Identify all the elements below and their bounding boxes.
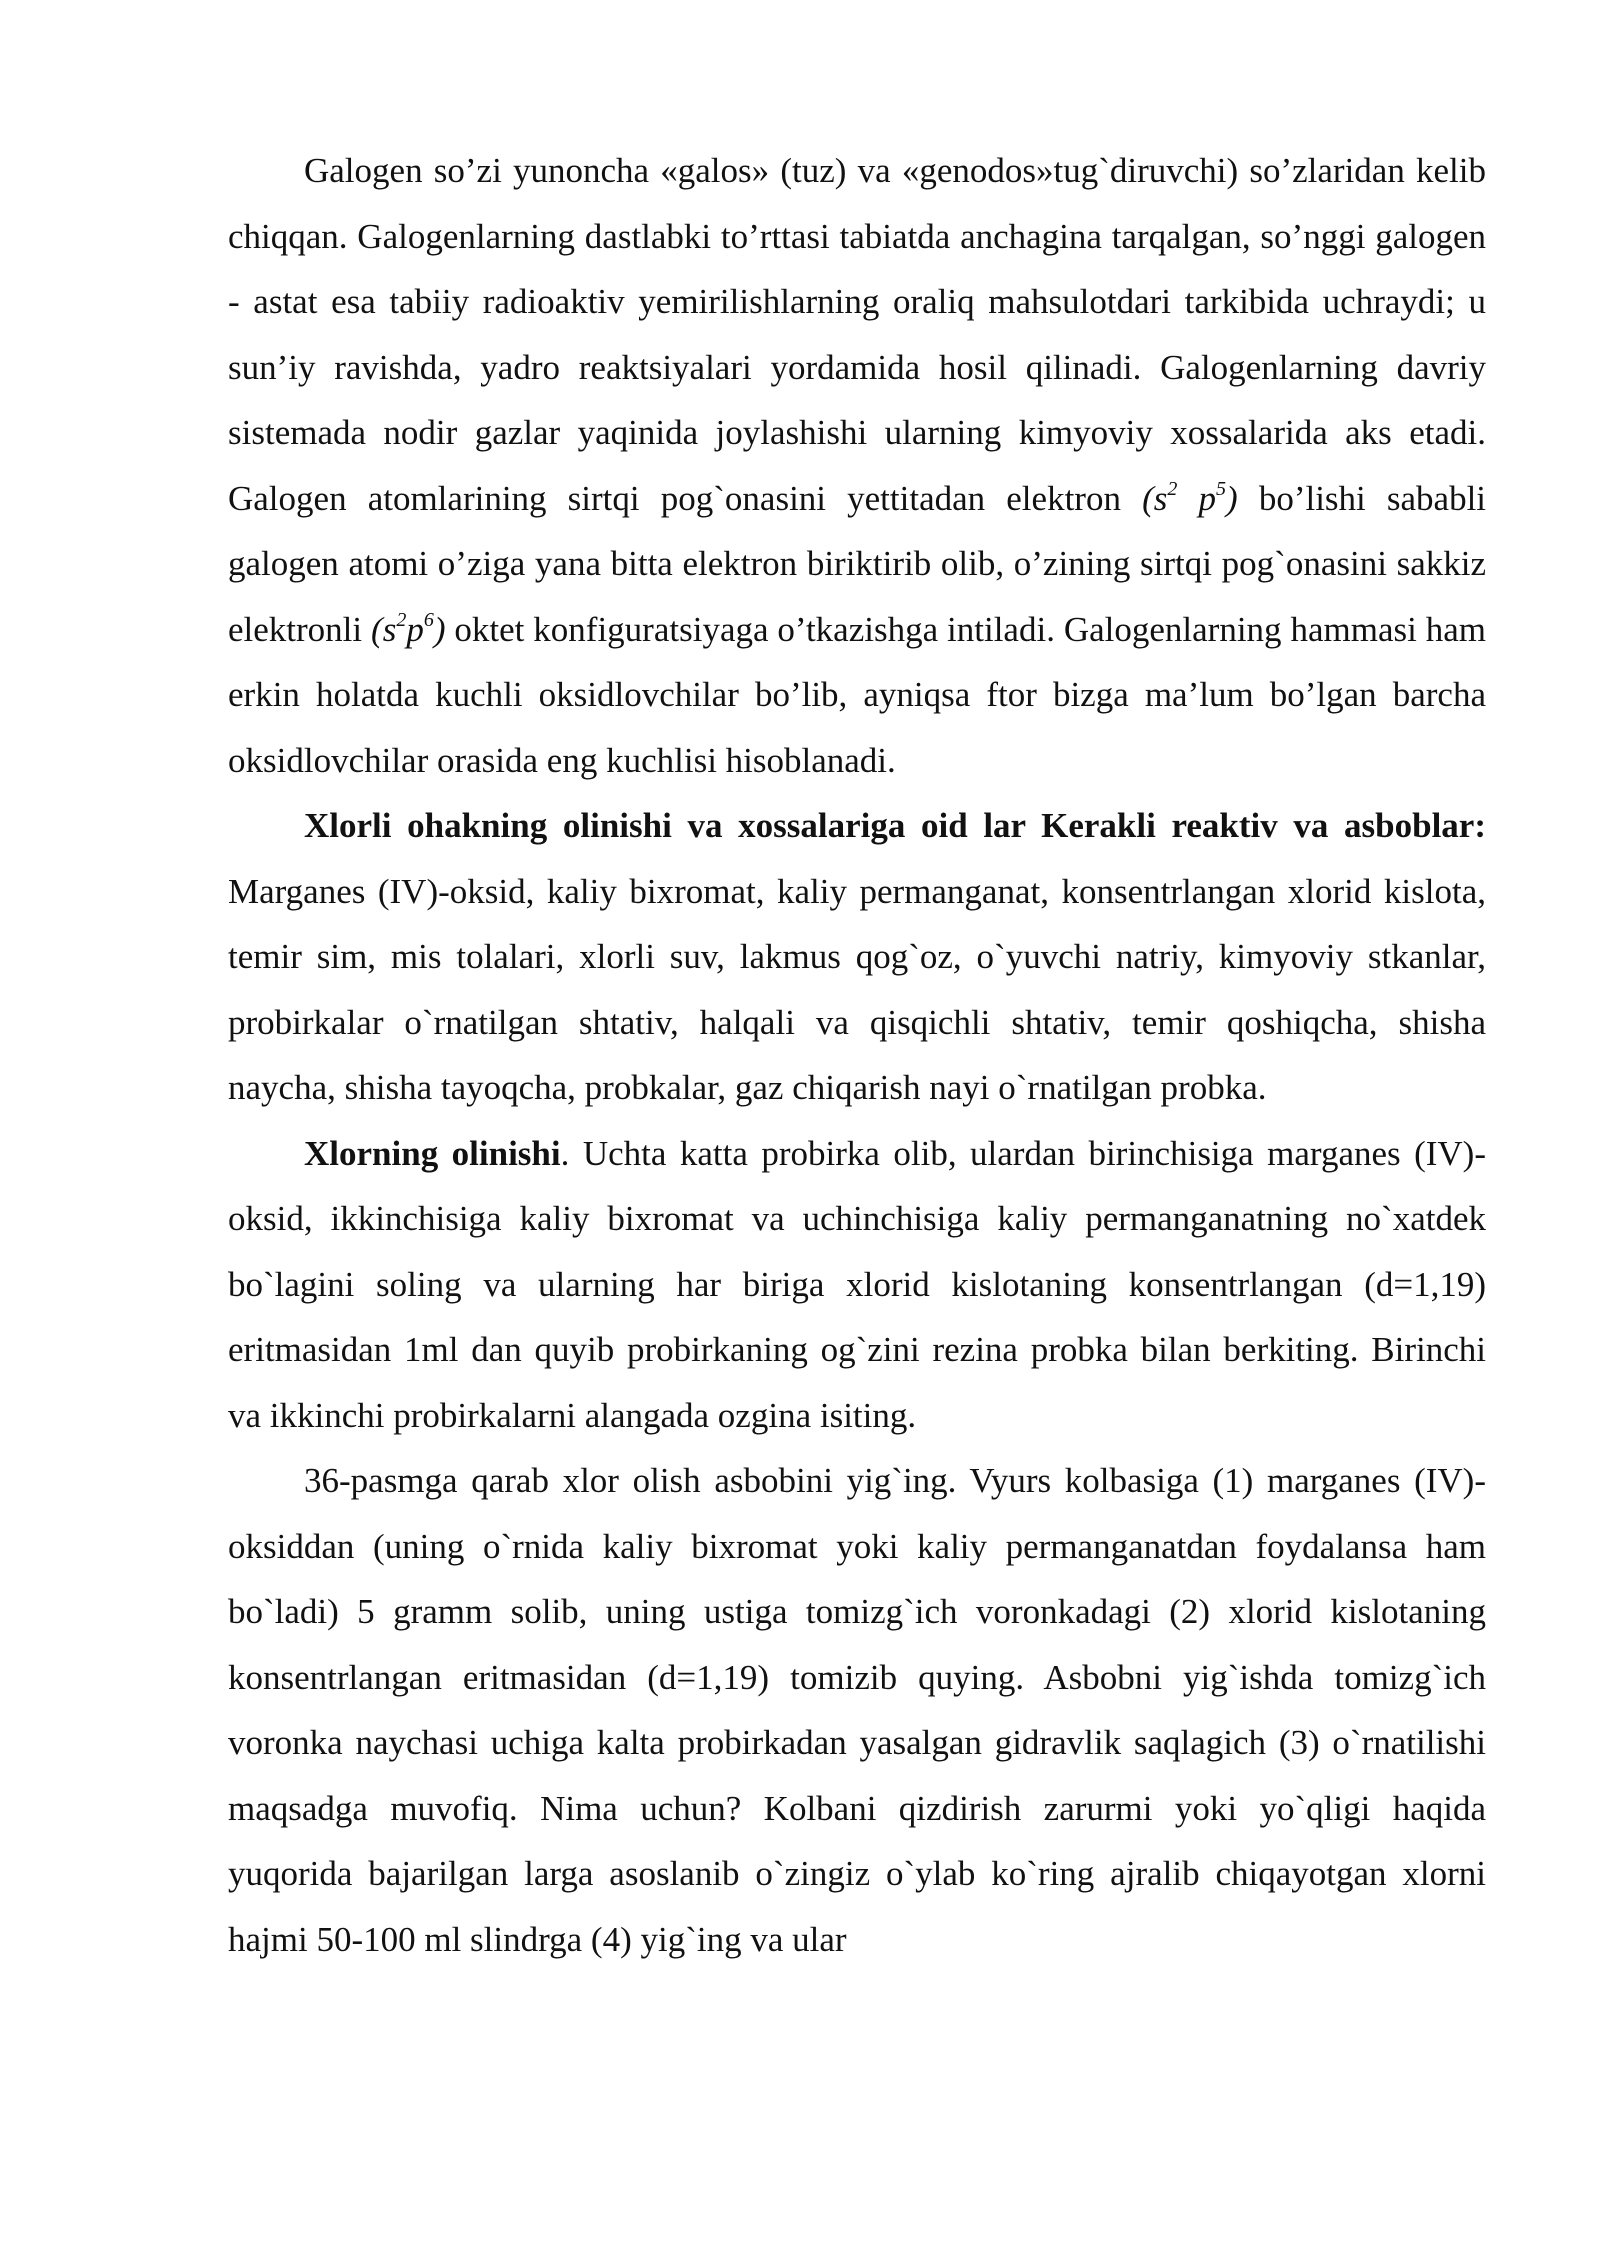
intro-text-a: Galogen so’zi yunoncha «galos» (tuz) va «genodos»tug`diruvchi) so’zlaridan kelib chiqqan. Galogenlarning dastlabki to’rttasi tabiatda anchagina tarqalgan, so’nggi galogen - astat esa tabiiy radioaktiv yemirilishlarning oraliq mahsulotdari tarkibida uchraydi; u sun’iy ravishda, yadro reaktsiyalari yordamida hosil qilinadi. Galogenlarning davriy sistemada nodir gazlar yaqinida joylashishi ularning kimyoviy xossalarida aks etadi. Galogen atomlarining sirtqi pog`onasini yettitadan elektron: [228, 151, 1486, 518]
chlorine-preparation-text: . Uchta katta probirka olib, ulardan birinchisiga marganes (IV)-oksid, ikkinchisiga kaliy bixromat va uchinchisiga kaliy permanganatning no`xatdek bo`lagini soling va ularning har biriga xlorid kislotaning konsentrlangan (d=1,19) eritmasidan 1ml dan quyib probirkaning og`zini rezina probka bilan berkiting. Birinchi va ikkinchi probirkalarni alangada ozgina isiting.: [228, 1133, 1486, 1435]
intro-text-c: oktet konfiguratsiyaga o’tkazishga intiladi. Galogenlarning hammasi ham erkin holatda kuchli oksidlovchilar bo’lib, ayniqsa ftor bizga ma’lum bo’lgan barcha oksidlovchilar orasida eng kuchlisi hisoblanadi.: [228, 609, 1487, 780]
reagents-heading: Xlorli ohakning olinishi va xossalariga oid lar Kerakli reaktiv va asboblar:: [304, 806, 1486, 845]
chlorine-preparation-heading: Xlorning olinishi: [304, 1133, 561, 1173]
reagents-text: Marganes (IV)-oksid, kaliy bixromat, kaliy permanganat, konsentrlangan xlorid kislota, temir sim, mis tolalari, xlorli suv, lakmus qog`oz, o`yuvchi natriy, kimyoviy stkanlar, probirkalar o`rnatilgan shtativ, halqali va qisqichli shtativ, temir qoshiqcha, shisha naycha, shisha tayoqcha, probkalar, gaz chiqarish nayi o`rnatilgan probka.: [228, 871, 1486, 1107]
formula-s2p6: $(s^2p^6)$: [371, 608, 446, 649]
intro-text-b: bo’lishi sababli galogen atomi o’ziga yana bitta elektron biriktirib olib, o’zining sirtqi pog`onasini sakkiz elektronli: [228, 478, 1487, 649]
document-page: [228, 138, 1486, 1972]
paragraph-galogen-intro: [228, 138, 1486, 793]
paragraph-reagents: [228, 793, 1486, 1121]
paragraph-chlorine-preparation: [228, 1121, 1486, 1449]
paragraph-apparatus: [228, 1448, 1486, 1972]
apparatus-text: 36-pasmga qarab xlor olish asbobini yig`ing. Vyurs kolbasiga (1) marganes (IV)-oksiddan (uning o`rnida kaliy bixromat yoki kaliy permanganatdan foydalansa ham bo`ladi) 5 gramm solib, uning ustiga tomizg`ich voronkadagi (2) xlorid kislotaning konsentrlangan eritmasidan (d=1,19) tomizib quying. Asbobni yig`ishda tomizg`ich voronka naychasi uchiga kalta probirkadan yasalgan gidravlik saqlagich (3) o`rnatilishi maqsadga muvofiq. Nima uchun? Kolbani qizdirish zarurmi yoki yo`qligi haqida yuqorida bajarilgan larga asoslanib o`zingiz o`ylab ko`ring ajralib chiqayotgan xlorni hajmi 50-100 ml slindrga (4) yig`ing va ular: [228, 1461, 1486, 1959]
formula-s2p5: ($s^2$ $p^5$): [1142, 477, 1238, 518]
